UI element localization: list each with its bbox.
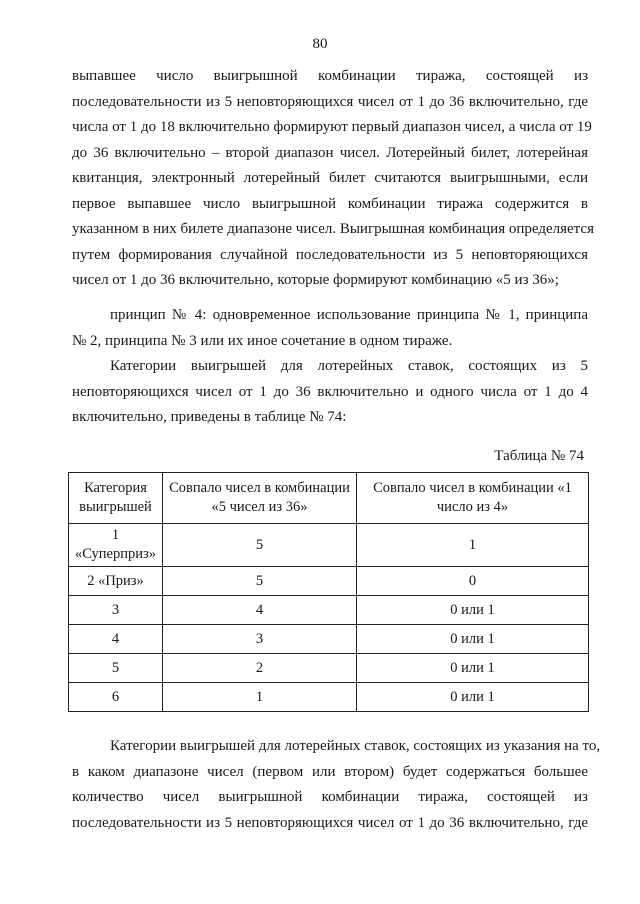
text-line: последовательности из 5 неповторяющихся чисел от 1 до 36 включительно, где: [72, 93, 588, 110]
cell-category: 1 «Суперприз»: [69, 524, 163, 567]
cell-match-5-of-36: 2: [163, 654, 357, 683]
cell-category: 4: [69, 625, 163, 654]
header-category: Категория выигрышей: [69, 473, 163, 524]
text-line: указанном в них билете диапазоне чисел. Выигрышная комбинация определяется: [72, 221, 594, 237]
paragraph-principle-4: [72, 303, 588, 354]
cell-match-5-of-36: 5: [163, 524, 357, 567]
page-number: 80: [312, 36, 328, 52]
table-caption: Таблица № 74: [494, 448, 584, 464]
table-header-row: [69, 473, 589, 524]
text-line: № 2, принципа № 3 или их иное сочетание в одном тираже.: [72, 332, 453, 349]
cell-match-5-of-36: 5: [163, 567, 357, 596]
cell-match-1-of-4: 0 или 1: [357, 625, 589, 654]
cell-match-5-of-36: 4: [163, 596, 357, 625]
table-row: [69, 625, 589, 654]
text-line: Категории выигрышей для лотерейных ставок, состоящих из указания на то,: [110, 738, 601, 754]
text-line: последовательности из 5 неповторяющихся чисел от 1 до 36 включительно, где: [72, 814, 588, 831]
cell-match-1-of-4: 1: [357, 524, 589, 567]
paragraph-range-categories: [72, 734, 601, 836]
text-line: путем формирования случайной последовательности из 5 неповторяющихся: [72, 246, 588, 263]
text-line: включительно, приведены в таблице № 74:: [72, 409, 347, 425]
text-line: чисел от 1 до 36 включительно, которые формируют комбинацию «5 из 36»;: [72, 272, 559, 288]
cell-match-1-of-4: 0 или 1: [357, 654, 589, 683]
cell-category: 5: [69, 654, 163, 683]
cell-match-1-of-4: 0 или 1: [357, 596, 589, 625]
header-match-1-of-4: Совпало чисел в комбинации «1 число из 4»: [357, 473, 589, 524]
table-row: [69, 567, 589, 596]
paragraph-continuation: [72, 64, 594, 294]
text-line: неповторяющихся чисел от 1 до 36 включительно и одного числа от 1 до 4: [72, 383, 588, 400]
table-row: [69, 683, 589, 712]
header-match-5-of-36: Совпало чисел в комбинации «5 чисел из 36»: [163, 473, 357, 524]
table-row: [69, 596, 589, 625]
text-line: количество чисел выигрышной комбинации тиража, состоящей из: [72, 789, 588, 805]
prize-categories-table: [68, 472, 589, 712]
text-line: квитанция, электронный лотерейный билет считаются выигрышными, если: [72, 170, 588, 186]
table-row: [69, 524, 589, 567]
cell-category: 3: [69, 596, 163, 625]
text-line: до 36 включительно – второй диапазон чисел. Лотерейный билет, лотерейная: [72, 144, 588, 161]
table-row: [69, 654, 589, 683]
cell-match-5-of-36: 1: [163, 683, 357, 712]
text-line: принцип № 4: одновременное использование принципа № 1, принципа: [110, 307, 588, 323]
text-line: числа от 1 до 18 включительно формируют первый диапазон чисел, а числа от 19: [72, 119, 592, 135]
text-line: выпавшее число выигрышной комбинации тиража, состоящей из: [72, 68, 588, 84]
cell-match-1-of-4: 0: [357, 567, 589, 596]
text-line: Категории выигрышей для лотерейных ставок, состоящих из 5: [110, 358, 588, 374]
cell-category: 2 «Приз»: [69, 567, 163, 596]
cell-match-1-of-4: 0 или 1: [357, 683, 589, 712]
text-line: в каком диапазоне чисел (первом или втором) будет содержаться большее: [72, 763, 588, 780]
cell-category: 6: [69, 683, 163, 712]
cell-match-5-of-36: 3: [163, 625, 357, 654]
text-line: первое выпавшее число выигрышной комбинации тиража содержится в: [72, 195, 588, 212]
paragraph-categories-intro: [72, 354, 588, 431]
